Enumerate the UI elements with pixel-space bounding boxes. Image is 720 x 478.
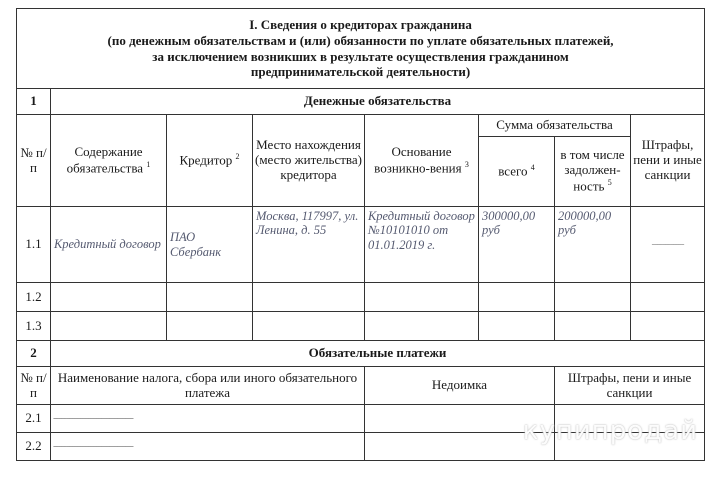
col-header-debt: в том числе задолжен-ность $^5$: [555, 137, 631, 207]
cell-location: Москва, 117997, ул. Ленина, д. 55: [253, 207, 365, 283]
section-heading: Обязательные платежи: [51, 341, 705, 367]
row-number: 1.3: [17, 312, 51, 341]
col-header-no: № п/п: [17, 115, 51, 207]
col-header-fines: Штрафы, пени и иные санкции: [555, 367, 705, 405]
creditors-table: [16, 8, 705, 461]
col-header-arrears: Недоимка: [365, 367, 555, 405]
row-number: 2.1: [17, 405, 51, 433]
cell-content: Кредитный договор: [51, 207, 167, 283]
watermark: купипродай: [522, 416, 698, 446]
cell-payment-name: ------------------------------: [51, 405, 365, 433]
row-number: 1.2: [17, 283, 51, 312]
col-header-sum-group: Сумма обязательства: [479, 115, 631, 137]
title-line: (по денежным обязательствам и (или) обязанности по уплате обязательных платежей,: [107, 32, 614, 48]
col-header-location: Место нахождения (место жительства) кредитора: [253, 115, 365, 207]
row-number: 1.1: [17, 207, 51, 283]
cell-total: 300000,00 руб: [479, 207, 555, 283]
title-line: предпринимательской деятельности): [250, 64, 471, 80]
col-header-no: № п/п: [17, 367, 51, 405]
col-header-creditor: Кредитор $^2$: [167, 115, 253, 207]
row-number: 2.2: [17, 433, 51, 461]
col-header-basis: Основание возникно-вения $^3$: [365, 115, 479, 207]
cell-debt: 200000,00 руб: [555, 207, 631, 283]
section-title: [17, 9, 705, 89]
table-row: [17, 207, 705, 283]
col-header-fines: Штрафы, пени и иные санкции: [631, 115, 705, 207]
section-heading: Денежные обязательства: [51, 89, 705, 115]
title-line: I. Сведения о кредиторах гражданина: [249, 17, 472, 33]
col-header-content: Содержание обязательства $^1$: [51, 115, 167, 207]
table-row: [17, 312, 705, 341]
cell-fines: ------------: [631, 207, 705, 283]
col-header-payment-name: Наименование налога, сбора или иного обязательного платежа: [51, 367, 365, 405]
cell-payment-name: ------------------------------: [51, 433, 365, 461]
section-number: 2: [17, 341, 51, 367]
col-header-total: всего $^4$: [479, 137, 555, 207]
cell-creditor: ПАО Сбербанк: [167, 207, 253, 283]
table-row: [17, 283, 705, 312]
cell-basis: Кредитный договор №10101010 от 01.01.2019 г.: [365, 207, 479, 283]
title-line: за исключением возникших в результате осуществления гражданином: [152, 48, 569, 64]
section-number: 1: [17, 89, 51, 115]
